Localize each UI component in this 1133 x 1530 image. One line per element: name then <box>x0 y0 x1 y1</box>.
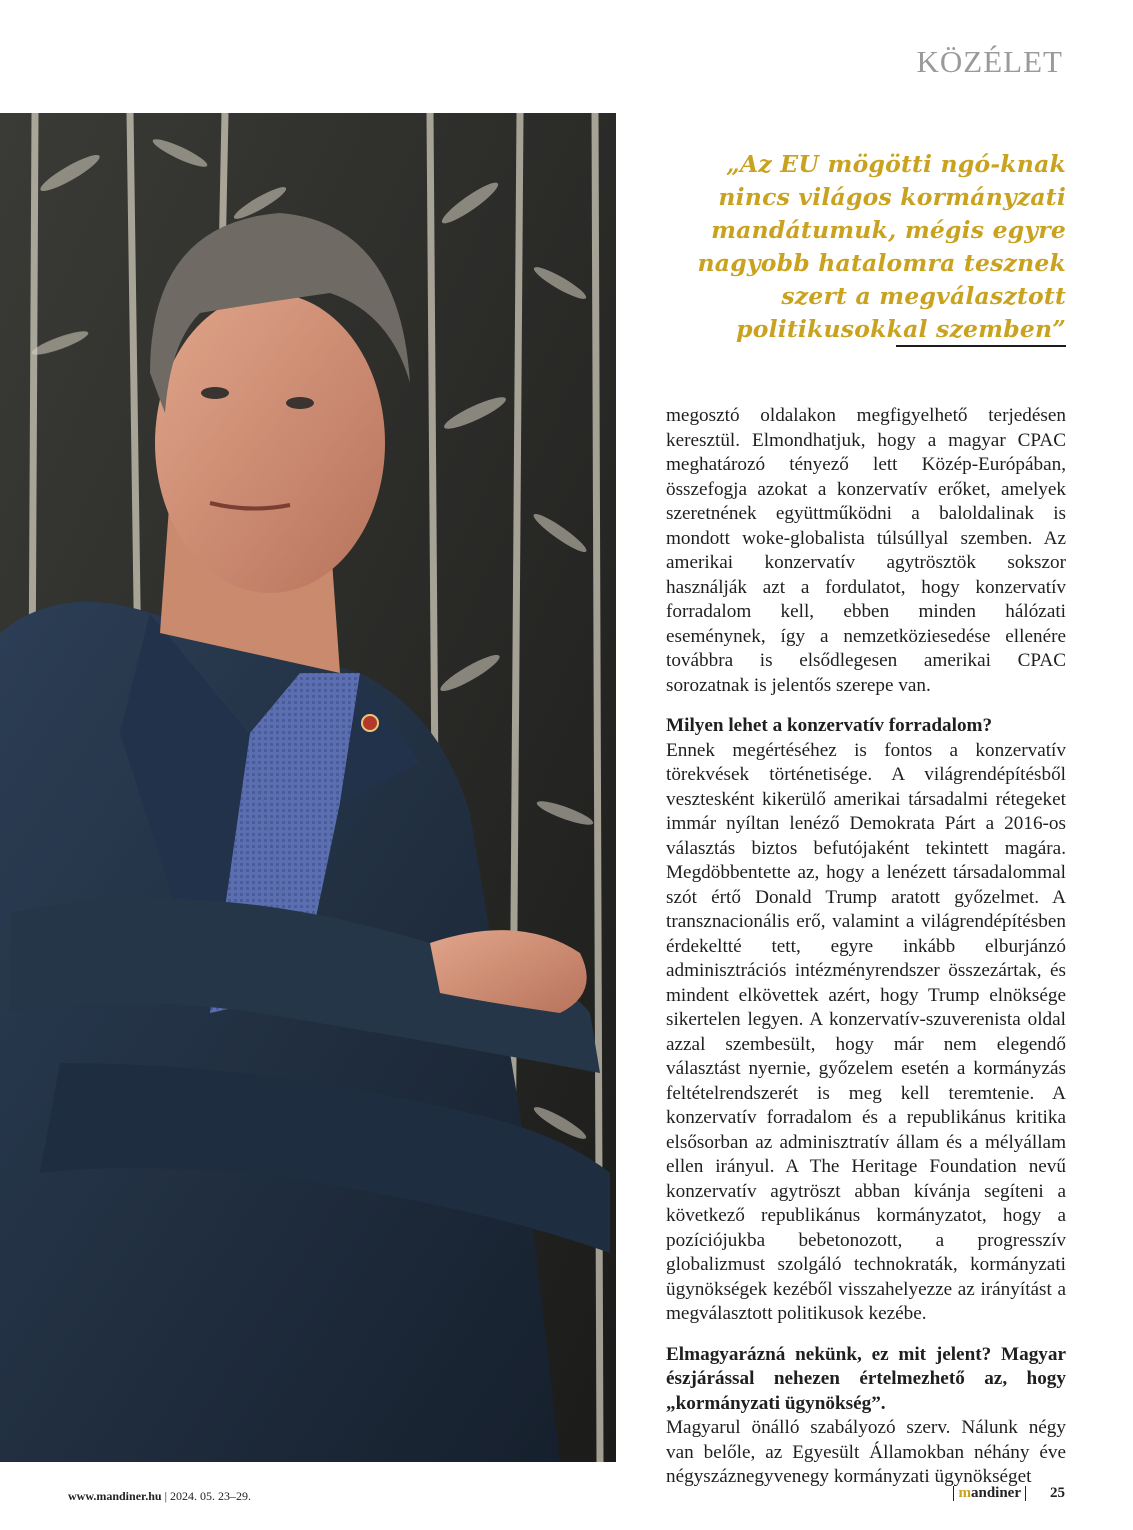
pull-quote-line: nagyobb hatalomra tesznek <box>697 249 1066 277</box>
footer-date: 2024. 05. 23–29. <box>170 1489 251 1503</box>
pull-quote <box>680 148 1066 346</box>
footer-site-date: www.mandiner.hu | 2024. 05. 23–29. <box>68 1489 251 1503</box>
paragraph: Magyarul önálló szabályozó szerv. Nálunk négy van belőle, az Egyesült Államokban néhány éve négyszáznegyvenegy kormányzati ügynökséget <box>666 1417 1066 1487</box>
section-label: KÖZÉLET <box>916 44 1063 79</box>
pull-quote-line: „Az EU mögötti ngó-knak <box>726 150 1066 178</box>
paragraph: megosztó oldalakon megfigyelhető terjedésen keresztül. Elmondhatjuk, hogy a magyar CPAC meghatározó tényező lett Közép-Európában, összefogja azokat a konzervatív erőket, amelyek szeretnének együttműködni a baloldalinak is mondott woke-globalista túlsúllyal szemben. Az amerikai konzervatív agytrösztök sokszor használják azt a fordulatot, hogy konzervatív forradalom kell, ebben minden hálózati eseménynek, így a nemzetköziesedése ellenére továbbra is elsődlegesen amerikai CPAC sorozatnak is jelentős szerepe van. <box>666 405 1066 696</box>
footer-site: www.mandiner.hu <box>68 1489 162 1503</box>
paragraph: Ennek megértéséhez is fontos a konzervatív törekvések történetisége. A világrendépítésből vesztesként kikerülő amerikai társadalmi rétegeket immár nyíltan lenéző Demokrata Párt a 2016-os választás biztos befutójaként tekintett magára. Megdöbbentette az, hogy a lenézett társadalommal szót értő Donald Trump aratott győzelmet. A transznacionális erő, valamint a világrendépítésben érdekeltté tett, egyre inkább elburjánzó adminisztrációs intézményrendszer összezártak, és mindent elkövettek azért, hogy Trump elnöksége sikertelen legyen. A konzervatív-szuverenista oldal azzal szembesült, hogy már nem elegendő választást nyernie, győzelem esetén a kormányzás feltételrendszerét is meg kell teremtenie. A konzervatív forradalom és a republikánus kritika elsősorban az adminisztratív állam és a mélyállam ellen irányul. A The Heritage Foundation nevű konzervatív agytröszt abban kívánja segíteni a következő republikánus kormányzatot, hogy a pozíciójukba bebetonozott, a progresszív globalizmust szolgáló technokraták, kormányzati ügynökségek kezéből visszahelyezze az irányítást a megválasztott politikusok kezébe. <box>666 739 1066 1324</box>
footer-brand <box>953 1485 1065 1502</box>
interview-question: Milyen lehet a konzervatív forradalom? <box>666 715 993 736</box>
portrait-photo <box>0 113 616 1462</box>
page-number: 25 <box>1050 1485 1065 1501</box>
quote-divider <box>896 345 1066 347</box>
pull-quote-line: mandátumuk, mégis egyre <box>711 216 1066 244</box>
brand-logo-m: m <box>958 1485 971 1501</box>
interview-question: Elmagyarázná nekünk, ez mit jelent? Magyar észjárással nehezen értelmezhető az, hogy „kormányzati ügynökség”. <box>666 1343 1066 1414</box>
pull-quote-line: szert a megválasztott <box>781 282 1066 310</box>
pull-quote-line: nincs világos kormányzati <box>718 183 1066 211</box>
brand-logo-rest: andiner <box>970 1485 1021 1501</box>
pull-quote-line: politikusokkal szemben” <box>736 315 1066 343</box>
article-body <box>666 404 1066 1490</box>
brand-logo <box>953 1486 1026 1501</box>
